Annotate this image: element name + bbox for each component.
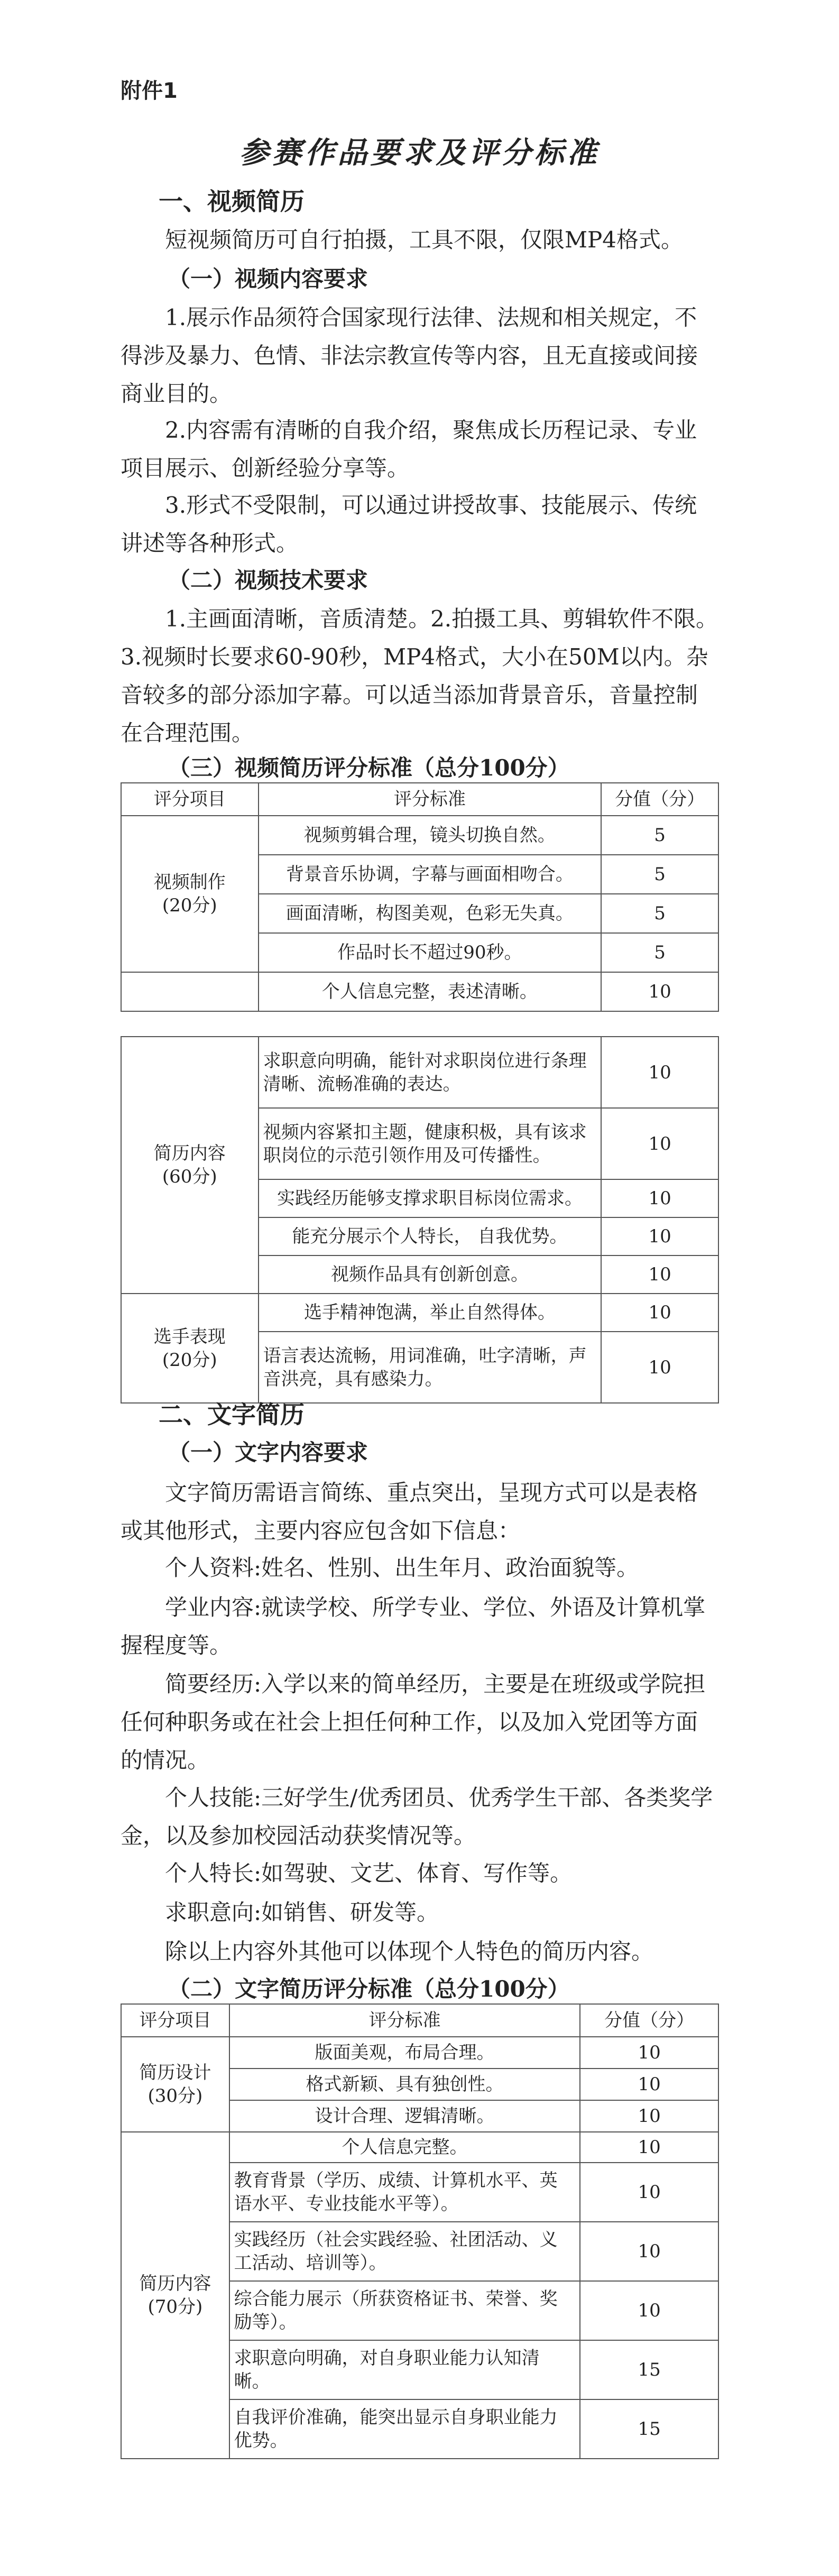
text-para-5: 个人技能:三好学生/优秀团员、优秀学生干部、各类奖学金，以及参加校园活动获奖情况等。	[121, 1785, 713, 1849]
criteria-cell: 作品时长不超过90秒。	[259, 933, 602, 972]
attachment-label: 附件1	[121, 79, 178, 103]
video-score-table-part1	[121, 782, 719, 1012]
group-cell	[121, 816, 259, 972]
header-item: 评分项目	[121, 783, 259, 816]
score-cell: 10	[601, 1332, 718, 1403]
group-cell	[121, 2037, 229, 2132]
score-cell: 10	[601, 1108, 718, 1179]
criteria-cell: 画面清晰，构图美观，色彩无失真。	[259, 894, 602, 933]
section2-heading: 二、文字简历	[159, 1400, 305, 1429]
text-content-req-heading: （一）文字内容要求	[168, 1439, 368, 1465]
group-score: (20分)	[162, 895, 217, 916]
video-tech-req-heading: （二）视频技术要求	[168, 567, 368, 593]
score-cell: 10	[601, 1179, 718, 1217]
text-para-8: 除以上内容外其他可以体现个人特色的简历内容。	[165, 1938, 654, 1964]
criteria-cell: 选手精神饱满，举止自然得体。	[259, 1294, 602, 1332]
score-cell: 10	[580, 2132, 718, 2163]
criteria-cell: 求职意向明确，对自身职业能力认知清晰。	[229, 2340, 580, 2399]
text-score-table	[121, 2003, 719, 2459]
criteria-cell: 设计合理、逻辑清晰。	[229, 2100, 580, 2132]
criteria-cell: 能充分展示个人特长， 自我优势。	[259, 1217, 602, 1255]
video-score-table-part2	[121, 1036, 719, 1404]
score-cell: 15	[580, 2399, 718, 2459]
score-cell: 10	[580, 2100, 718, 2132]
header-score: 分值（分）	[601, 783, 718, 816]
score-cell: 10	[601, 1037, 718, 1108]
criteria-cell: 视频作品具有创新创意。	[259, 1255, 602, 1294]
group-label: 视频制作	[153, 872, 226, 893]
score-cell: 15	[580, 2340, 718, 2399]
video-req-item-2: 2.内容需有清晰的自我介绍，聚焦成长历程记录、专业项目展示、创新经验分享等。	[121, 417, 697, 481]
text-para-6: 个人特长:如驾驶、文艺、体育、写作等。	[165, 1860, 573, 1886]
document-title: 参赛作品要求及评分标准	[239, 135, 600, 170]
criteria-cell: 综合能力展示（所获资格证书、荣誉、奖励等）。	[229, 2281, 580, 2340]
score-cell: 10	[601, 1217, 718, 1255]
score-cell: 5	[601, 816, 718, 855]
table-row	[121, 2037, 718, 2069]
video-content-req-heading: （一）视频内容要求	[168, 266, 368, 292]
section1-intro: 短视频简历可自行拍摄，工具不限，仅限MP4格式。	[165, 227, 683, 253]
criteria-cell: 背景音乐协调，字幕与画面相吻合。	[259, 855, 602, 894]
criteria-cell: 实践经历（社会实践经验、社团活动、义工活动、培训等）。	[229, 2222, 580, 2281]
header-criteria: 评分标准	[229, 2004, 580, 2037]
header-score: 分值（分）	[580, 2004, 718, 2037]
criteria-cell: 格式新颖、具有独创性。	[229, 2069, 580, 2100]
group-cell	[121, 2132, 229, 2459]
criteria-cell: 个人信息完整。	[229, 2132, 580, 2163]
video-req-item-1: 1.展示作品须符合国家现行法律、法规和相关规定，不得涉及暴力、色情、非法宗教宣传等内容，且无直接或间接商业目的。	[121, 304, 698, 407]
score-cell: 5	[601, 855, 718, 894]
video-tech-req-text: 1.主画面清晰，音质清楚。2.拍摄工具、剪辑软件不限。3.视频时长要求60-90秒，MP4格式，大小在50M以内。杂音较多的部分添加字幕。可以适当添加背景音乐，音量控制在合理范围。	[121, 606, 718, 746]
table-header-row	[121, 2004, 718, 2037]
text-para-2: 个人资料:姓名、性别、出生年月、政治面貌等。	[165, 1555, 639, 1581]
table-row	[121, 972, 718, 1011]
group-label: 选手表现	[153, 1326, 226, 1347]
section1-heading: 一、视频简历	[159, 187, 305, 216]
empty-cell	[121, 972, 259, 1011]
criteria-cell: 自我评价准确，能突出显示自身职业能力优势。	[229, 2399, 580, 2459]
table-header-row	[121, 783, 718, 816]
criteria-cell: 版面美观，布局合理。	[229, 2037, 580, 2069]
criteria-cell: 语言表达流畅，用词准确，吐字清晰，声音洪亮，具有感染力。	[259, 1332, 602, 1403]
score-cell: 10	[580, 2037, 718, 2069]
text-para-4: 简要经历:入学以来的简单经历，主要是在班级或学院担任何种职务或在社会上担任何种工作，以及加入党团等方面的情况。	[121, 1671, 706, 1773]
score-cell: 5	[601, 933, 718, 972]
table-row	[121, 1037, 718, 1108]
group-score: (60分)	[162, 1166, 217, 1187]
score-cell: 10	[601, 1255, 718, 1294]
video-table-title: （三）视频简历评分标准（总分100分）	[168, 755, 570, 781]
group-label: 简历内容	[153, 1143, 226, 1164]
header-item: 评分项目	[121, 2004, 229, 2037]
header-criteria: 评分标准	[259, 783, 602, 816]
score-cell: 10	[601, 1294, 718, 1332]
group-score: (70分)	[147, 2296, 203, 2318]
score-cell: 10	[580, 2163, 718, 2222]
video-req-item-3: 3.形式不受限制，可以通过讲授故事、技能展示、传统讲述等各种形式。	[121, 492, 697, 556]
group-score: (30分)	[147, 2085, 203, 2107]
score-cell: 10	[580, 2281, 718, 2340]
criteria-cell: 个人信息完整，表述清晰。	[259, 972, 602, 1011]
text-table-title: （二）文字简历评分标准（总分100分）	[168, 1976, 570, 2002]
criteria-cell: 视频内容紧扣主题，健康积极，具有该求职岗位的示范引领作用及可传播性。	[259, 1108, 602, 1179]
score-cell: 5	[601, 894, 718, 933]
table-row	[121, 816, 718, 855]
score-cell: 10	[580, 2222, 718, 2281]
group-score: (20分)	[162, 1349, 217, 1371]
group-label: 简历内容	[139, 2273, 211, 2294]
group-cell	[121, 1294, 259, 1403]
criteria-cell: 视频剪辑合理，镜头切换自然。	[259, 816, 602, 855]
criteria-cell: 教育背景（学历、成绩、计算机水平、英语水平、专业技能水平等）。	[229, 2163, 580, 2222]
group-cell	[121, 1037, 259, 1294]
score-cell: 10	[580, 2069, 718, 2100]
text-para-7: 求职意向:如销售、研发等。	[165, 1899, 439, 1925]
table-row	[121, 2132, 718, 2163]
text-para-1: 文字简历需语言简练、重点突出，呈现方式可以是表格或其他形式，主要内容应包含如下信息：	[121, 1480, 698, 1544]
criteria-cell: 求职意向明确，能针对求职岗位进行条理清晰、流畅准确的表达。	[259, 1037, 602, 1108]
table-row	[121, 1294, 718, 1332]
score-cell: 10	[601, 972, 718, 1011]
criteria-cell: 实践经历能够支撑求职目标岗位需求。	[259, 1179, 602, 1217]
text-para-3: 学业内容:就读学校、所学专业、学位、外语及计算机掌握程度等。	[121, 1594, 706, 1658]
group-label: 简历设计	[139, 2062, 211, 2083]
